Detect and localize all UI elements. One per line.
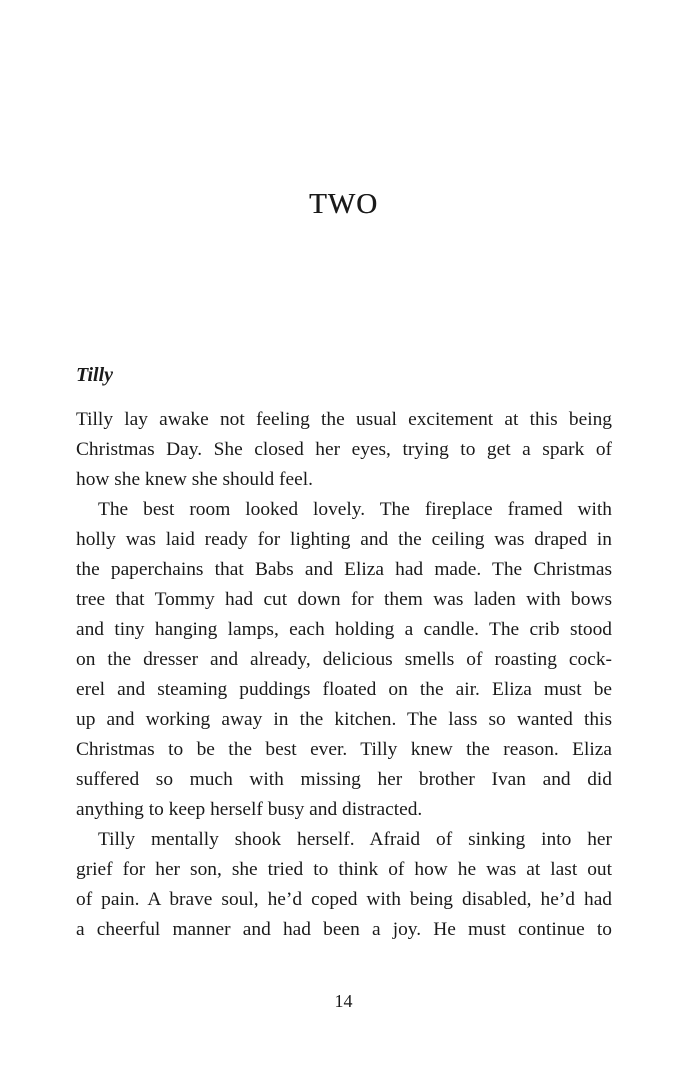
- body-text: [76, 405, 612, 945]
- text-line: of pain. A brave soul, he’d coped with being disabled, he’d had: [76, 889, 612, 910]
- text-line: suffered so much with missing her brother Ivan and did: [76, 769, 612, 790]
- paragraph-3: [76, 825, 612, 945]
- text-line: the paperchains that Babs and Eliza had made. The Christmas: [76, 559, 612, 580]
- text-line: how she knew she should feel.: [76, 469, 313, 490]
- paragraph-2: [76, 495, 612, 825]
- text-line: on the dresser and already, delicious smells of roasting cock-: [76, 649, 612, 670]
- text-line: Christmas to be the best ever. Tilly knew the reason. Eliza: [76, 739, 612, 760]
- text-line: erel and steaming puddings floated on the air. Eliza must be: [76, 679, 612, 700]
- chapter-title: TWO: [308, 188, 379, 220]
- page-number: 14: [334, 991, 353, 1011]
- section-heading: Tilly: [76, 364, 114, 386]
- text-line: and tiny hanging lamps, each holding a candle. The crib stood: [76, 619, 612, 640]
- text-line: a cheerful manner and had been a joy. He must continue to: [76, 919, 612, 940]
- text-line: holly was laid ready for lighting and the ceiling was draped in: [76, 529, 612, 550]
- text-line: Tilly mentally shook herself. Afraid of sinking into her: [98, 829, 612, 850]
- text-line: Tilly lay awake not feeling the usual excitement at this being: [76, 409, 612, 430]
- text-line: The best room looked lovely. The fireplace framed with: [98, 499, 612, 520]
- paragraph-1: [76, 405, 612, 495]
- text-line: up and working away in the kitchen. The lass so wanted this: [76, 709, 612, 730]
- text-line: tree that Tommy had cut down for them was laden with bows: [76, 589, 612, 610]
- text-line: grief for her son, she tried to think of how he was at last out: [76, 859, 612, 880]
- text-line: anything to keep herself busy and distracted.: [76, 799, 423, 820]
- text-line: Christmas Day. She closed her eyes, trying to get a spark of: [76, 439, 612, 460]
